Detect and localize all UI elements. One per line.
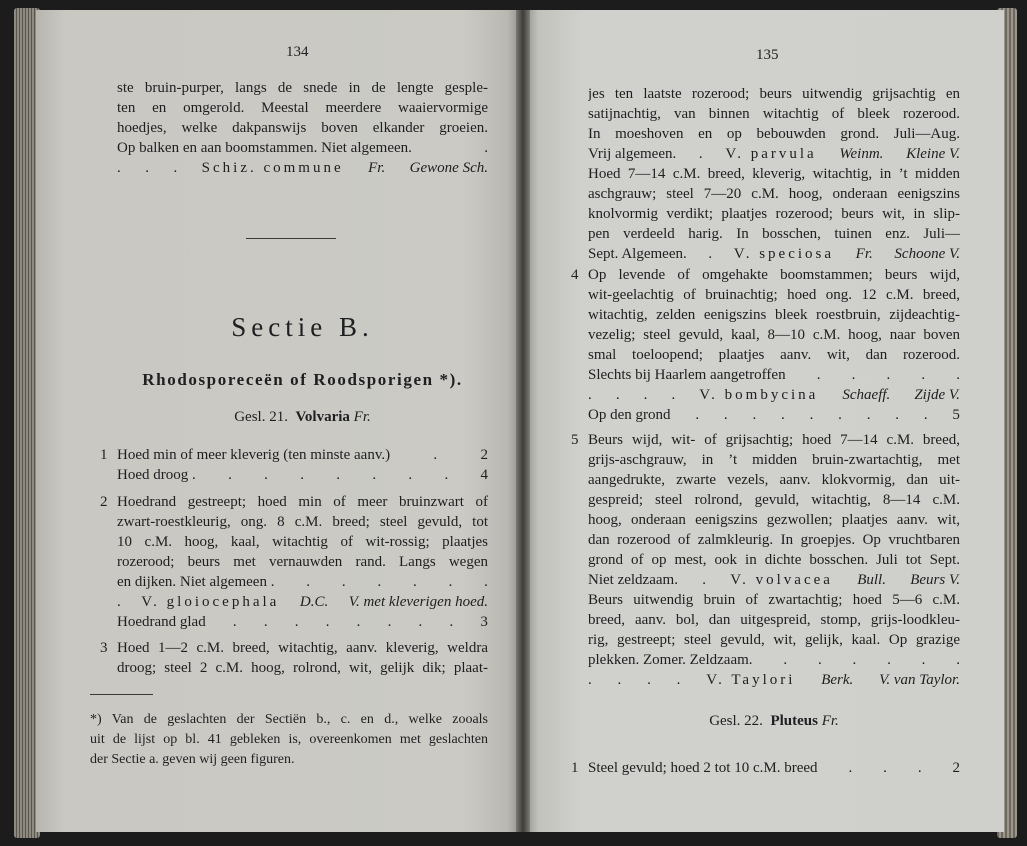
line-text: hoog, onderaan eenigszins gezwollen; plaatjes aanv. wit, [588,512,960,528]
item-number: 3 [100,640,108,656]
leader-dot: . [387,614,392,630]
text-line [588,510,960,530]
text-line [117,465,488,485]
key-item-5 [571,430,960,690]
leader-dot: . [816,367,821,383]
key-item-3 [100,638,488,678]
line-text: 10 c.M. hoog, kaal, witachtig of wit-rossig; plaatjes [117,534,488,550]
line-text: smal toeloopend; plaatjes aanv. wit, dan rozerood. [588,347,960,363]
text-line [117,445,488,465]
text-line [588,365,960,385]
leader-dot: . [117,594,121,610]
line-text: Hoedrand glad [117,614,206,630]
text-line [588,650,960,670]
leader-dot: . [695,407,700,423]
text-line [588,204,960,224]
item-number: 5 [571,432,579,448]
leader-dot: . [917,760,922,776]
species-name: V. gloiocephala [141,594,280,610]
author-or-common-name: Fr. [368,160,386,176]
line-text: Beurs wijd, wit- of grijsachtig; hoed 7—14 c.M. breed, [588,432,960,448]
line-text: Hoed 1—2 c.M. breed, witachtig, aanv. kleverig, weldra [117,640,488,656]
item-number: 1 [100,447,108,463]
line-text: rozerood; beurs met vernauwden rand. Langs wegen [117,554,488,570]
author-or-common-name: D.C. [299,594,329,610]
line-text: droog; steel 2 c.M. hoog, rolrond, wit, gelijk dik; plaat- [117,660,488,676]
text-line [117,552,488,572]
leader-dot: . [413,574,417,590]
text-line [588,470,960,490]
line-text: Op den grond [588,407,671,423]
author-or-common-name: Gewone Sch. [409,160,488,176]
line-text: Hoed 7—14 c.M. breed, kleverig, witachtig, in ’t midden [588,166,960,182]
leader-dot: . [341,574,346,590]
text-line [588,144,960,164]
line-text: Sept. Algemeen. [588,246,687,262]
leader-dot: . [588,672,592,688]
page-number-right: 135 [756,47,779,63]
page-number-left: 134 [286,44,309,60]
leader-dot: . [484,140,488,156]
author-or-common-name: Kleine V. [906,146,960,162]
paragraph-continued [117,78,488,178]
line-text: knolvormig verdikt; plaatjes rozerood; beurs wit, in slip- [588,206,960,222]
author-or-common-name: Berk. [821,672,854,688]
leader-dot: . [702,572,706,588]
text-line [588,530,960,550]
text-line [588,550,960,570]
leader-dot: . [433,447,438,463]
line-text: plekken. Zomer. Zeldzaam. [588,652,753,668]
leader-dot: . [923,407,928,423]
leader-dot: . [294,614,299,630]
text-line [588,450,960,470]
text-line [588,345,960,365]
line-text: Steel gevuld; hoed 2 tot 10 c.M. breed [588,760,818,776]
leader-dot: . [444,467,449,483]
leader-dot: . [117,160,121,176]
line-text: Vrij algemeen. [588,146,677,162]
text-line [588,285,960,305]
line-text: dan rozerood of zalmkleurig. In groepjes. Op vruchtbaren [588,532,960,548]
leader-dot: . [647,672,651,688]
line-text: 2 [480,447,488,463]
key-item-1 [100,445,488,485]
text-line [117,658,488,678]
leader-dot: . [377,574,382,590]
text-line [90,710,488,730]
key-item-2 [100,492,488,632]
line-text: uit de lijst op bl. 41 gebleken is, overeenkomen met geslachten [90,732,488,747]
line-text: hoedjes, welke dakpanswijs boven elkander groeien. [117,120,488,136]
leader-dot: . [708,246,713,262]
species-name: V. Taylori [706,672,796,688]
line-text: 4 [480,467,488,483]
text-line [588,184,960,204]
leader-dot: . [838,407,842,423]
line-text: *) Van de geslachten der Sectiën b., c. en d., welke zooals [90,712,488,727]
text-line [588,224,960,244]
leader-dot: . [588,387,592,403]
line-text: Hoed droog . [117,467,196,483]
author-or-common-name: Fr. [855,246,873,262]
leader-dot: . [852,652,857,668]
text-line [588,610,960,630]
text-line [588,244,960,264]
leader-dot: . [617,672,622,688]
line-text: 3 [480,614,488,630]
line-text: aangedrukte, zwarte vezels, aanv. klokvormig, dan uit- [588,472,960,488]
line-text: In moeshoven en op bebouwden grond. Juli—Aug. [588,126,960,142]
line-text: Slechts bij Haarlem aangetroffen [588,367,786,383]
text-line [588,385,960,405]
leader-dot: . [671,387,676,403]
text-line [588,325,960,345]
line-text: grond of op mest, ook in dichte bosschen. Juli tot Sept. [588,552,960,568]
genus-author: Fr. [353,409,371,425]
leader-dot: . [263,614,268,630]
text-line [588,265,960,285]
leader-dot: . [956,367,960,383]
line-text: witachtig, zelden eenigszins bleek roestbruin, zijdeachtig- [588,307,960,323]
line-text: rig, gestreept; steel gevuld, wit, gelijk, kaal. Op grazige [588,632,960,648]
text-line [588,305,960,325]
author-or-common-name: Weinm. [839,146,884,162]
line-text: Op balken en aan boomstammen. Niet algemeen. [117,140,412,156]
leader-dot: . [809,407,814,423]
text-line [588,104,960,124]
line-text: vezelig; steel gevuld, kaal, 8—10 c.M. hoog, naar boven [588,327,960,343]
line-text: gespreid; steel rolrond, gevuld, witachtig, 8—14 c.M. [588,492,960,508]
leader-dot: . [228,467,232,483]
line-text: Hoed min of meer kleverig (ten minste aanv.) [117,447,391,463]
item-number: 4 [571,267,579,283]
leader-dot: . [643,387,648,403]
leader-dot: . [449,614,454,630]
leader-dot: . [306,574,311,590]
leader-dot: . [783,652,788,668]
line-text: 5 [952,407,960,423]
line-text: pen verdeeld harig. In bosschen, tuinen enz. Juli— [588,226,960,242]
line-text: Op levende of omgehakte boomstammen; beurs wijd, [588,267,960,283]
author-or-common-name: Schaeff. [842,387,891,403]
leader-dot: . [173,160,178,176]
text-line [90,730,488,750]
leader-dot: . [956,652,960,668]
text-line [588,630,960,650]
text-line [117,592,488,612]
leader-dot: . [676,672,681,688]
group-title: Rhodosporeceën of Roodsporigen *). [142,370,463,389]
leader-dot: . [921,367,926,383]
leader-dot: . [921,652,926,668]
species-name: V. volvacea [730,572,833,588]
line-text: breed, aanv. bol, dan uitgespreid, stomp, grijs-loodkleu- [588,612,960,628]
leader-dot: . [356,614,361,630]
genus-name: Volvaria [295,409,350,425]
line-text: Beurs uitwendig bruin of zwartachtig; hoed 5—6 c.M. [588,592,960,608]
leader-dot: . [723,407,728,423]
leader-dot: . [752,407,757,423]
author-or-common-name: V. met kleverigen hoed. [348,594,488,610]
leader-dot: . [418,614,423,630]
leader-dot: . [615,387,620,403]
author-or-common-name: V. van Taylor. [879,672,960,688]
text-line [90,750,488,770]
species-name: V. speciosa [733,246,835,262]
species-name: V. parvula [725,146,817,162]
text-line [117,612,488,632]
species-name: Schiz. commune [201,160,344,176]
leader-dot: . [895,407,899,423]
key-item-4 [571,265,960,425]
line-text: ste bruin-purper, langs de snede in de lengte gesple- [117,80,488,96]
text-line [588,670,960,690]
genus-name: Pluteus [770,713,818,729]
leader-dot: . [300,467,304,483]
author-or-common-name: Zijde V. [914,387,960,403]
line-text: jes ten laatste rozerood; beurs uitwendig grijsachtig en [588,86,960,102]
genus-label: Gesl. 22. [709,713,763,729]
genus-heading [117,407,488,427]
text-line [588,570,960,590]
leader-dot: . [781,407,785,423]
text-line [117,638,488,658]
text-line [588,430,960,450]
item-number: 1 [571,760,579,776]
footnote-rule [90,694,153,695]
line-text: aschgrauw; steel 7—20 c.M. hoog, onderaan eenigszins [588,186,960,202]
text-line [117,98,488,118]
leader-dot: . [484,574,488,590]
author-or-common-name: Bull. [857,572,886,588]
leader-dot: . [883,760,887,776]
text-line [588,164,960,184]
line-text: en dijken. Niet algemeen . [117,574,275,590]
genus-label: Gesl. 21. [234,409,288,425]
text-line [588,405,960,425]
line-text: satijnachtig, van binnen witachtig of bleek rozerood. [588,106,960,122]
text-line [588,490,960,510]
key-item-1-pluteus [571,758,960,778]
leader-dot: . [698,146,703,162]
leader-dot: . [145,160,149,176]
text-line [588,758,960,778]
line-text: Niet zeldzaam. [588,572,678,588]
leader-dot: . [408,467,413,483]
line-text: 2 [952,760,960,776]
author-or-common-name: Beurs V. [910,572,960,588]
book-spine [516,10,530,832]
line-text: der Sectie a. geven wij geen figuren. [90,752,295,767]
leader-dot: . [866,407,871,423]
leader-dot: . [325,614,330,630]
text-line [588,84,960,104]
species-name: V. bombycina [699,387,819,403]
leader-dot: . [264,467,268,483]
line-text: Hoedrand gestreept; hoed min of meer bruinzwart of [117,494,488,510]
leader-dot: . [851,367,856,383]
line-text: grijs-aschgrauw, in ’t midden bruin-zwartachtig, met [588,452,960,468]
line-text: zwart-roestkleurig, ong. 8 c.M. breed; steel gevuld, tot [117,514,488,530]
text-line [588,124,960,144]
line-text: ten en omgerold. Meestal meerdere waaiervormige [117,100,488,116]
text-line [117,512,488,532]
item-number: 2 [100,494,108,510]
author-or-common-name: Schoone V. [894,246,960,262]
section-divider [246,238,336,239]
footnote [90,710,488,770]
leader-dot: . [448,574,453,590]
text-line [117,532,488,552]
leader-dot: . [887,652,891,668]
text-line [117,138,488,158]
text-line [117,492,488,512]
leader-dot: . [336,467,340,483]
text-line [117,572,488,592]
genus-author: Fr. [821,713,839,729]
leader-dot: . [372,467,377,483]
text-line [117,158,488,178]
line-text: wit-geelachtig of bruinachtig; hoed ong. 12 c.M. breed, [588,287,960,303]
genus-heading [588,711,960,731]
leader-dot: . [886,367,891,383]
paragraph-continued [588,84,960,264]
leader-dot: . [817,652,822,668]
leader-dot: . [848,760,853,776]
text-line [588,590,960,610]
text-line [117,78,488,98]
leader-dot: . [232,614,237,630]
section-title: Sectie B. [231,312,374,342]
text-line [117,118,488,138]
